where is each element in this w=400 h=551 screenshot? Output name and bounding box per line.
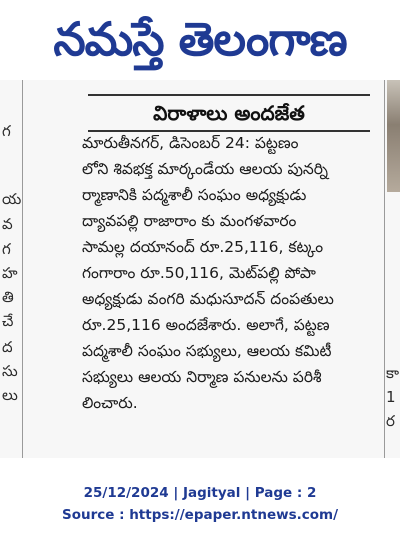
left-fragment: చే: [2, 312, 14, 330]
article-line: లోని శివభక్త మార్కండేయ ఆలయ పునర్ని: [82, 160, 329, 178]
article-line: ద్యావపల్లి రాజారాం కు మంగళవారం: [82, 212, 297, 230]
source-url: Source : https://epaper.ntnews.com/: [61, 507, 339, 523]
right-fragment: కా: [386, 364, 400, 382]
article-line: ర్మాణానికి పద్మశాలీ సంఘం అధ్యక్షుడు: [82, 186, 307, 204]
left-column-fragment: [0, 80, 22, 458]
article-line: సామల్ల దయానంద్ రూ.25,116, కట్కం: [82, 238, 324, 256]
column-divider: [22, 80, 23, 458]
edition-info: 25/12/2024 | Jagityal | Page : 2: [83, 485, 317, 501]
right-fragment: ర: [386, 412, 395, 430]
article-line: రూ.25,116 అందజేశారు. అలాగే, పట్టణ: [82, 316, 330, 334]
article: [78, 80, 384, 458]
left-fragment: గ: [2, 122, 11, 140]
newspaper-title: నమస్తే తెలంగాణ: [53, 12, 347, 66]
article-body: [82, 130, 382, 416]
article-headline: విరాళాలు అందజేత: [153, 101, 305, 125]
article-line: పద్మశాలీ సంఘం సభ్యులు, ఆలయ కమిటీ: [82, 342, 332, 360]
masthead: [0, 0, 400, 80]
newspaper-clipping: [0, 80, 400, 458]
article-line: అధ్యక్షుడు వంగరి మధుసూదన్ దంపతులు: [82, 290, 334, 308]
left-fragment: య: [2, 190, 22, 208]
left-fragment: ద: [2, 338, 13, 356]
photo-fragment: [387, 80, 400, 192]
source-footer: [0, 482, 400, 542]
article-line: మారుతీనగర్, డిసెంబర్ 24: పట్టణం: [82, 134, 299, 152]
left-fragment: వ: [2, 215, 13, 233]
article-line: గంగారాం రూ.50,116, మెట్‌పల్లి పోపా: [82, 264, 316, 282]
left-fragment: సు: [2, 362, 18, 380]
article-line: లించారు.: [82, 394, 138, 412]
right-column-fragment: [385, 80, 400, 458]
left-fragment: లు: [2, 386, 18, 404]
left-fragment: గ: [2, 240, 11, 258]
headline-box: [88, 94, 370, 132]
left-fragment: తి: [2, 288, 14, 306]
left-fragment: హ: [2, 264, 18, 282]
article-line: సభ్యులు ఆలయ నిర్మాణ పనులను పరిశీ: [82, 368, 322, 386]
right-fragment: 1: [386, 388, 396, 406]
